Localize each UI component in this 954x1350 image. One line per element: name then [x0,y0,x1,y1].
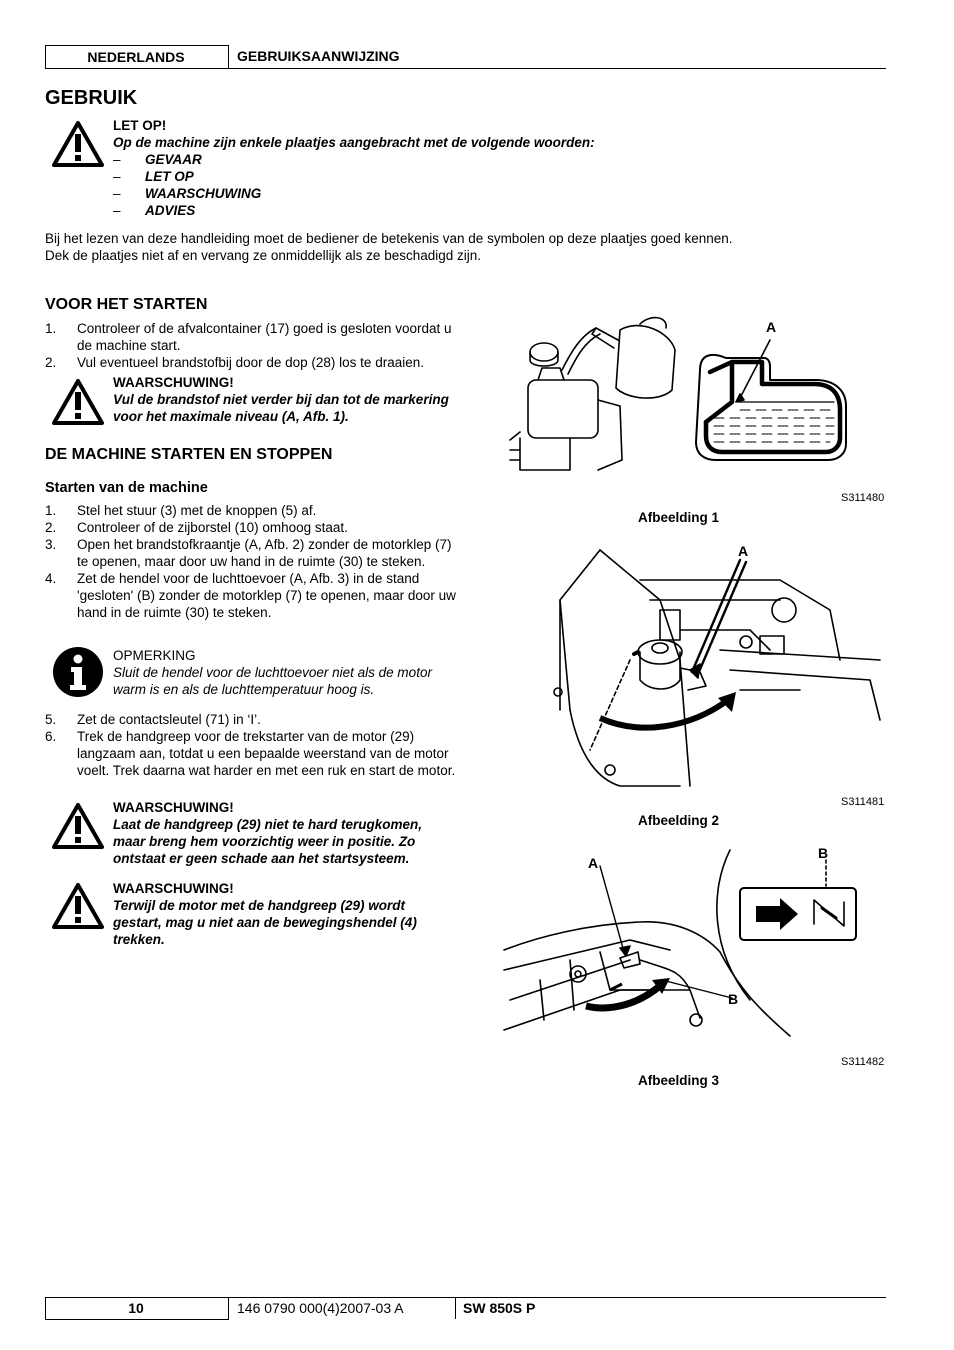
figure-label: A [738,543,749,559]
figure-caption: Afbeelding 2 [638,813,720,828]
warning-block [113,880,453,948]
footer-doc-number: 146 0790 000(4)2007-03 A [237,1300,404,1316]
page-number: 10 [128,1300,144,1316]
figure-caption: Afbeelding 1 [638,510,720,525]
note-text: Sluit de hendel voor de luchttoevoer niet als de motor warm is en als de luchttemperatuur hoog is. [113,665,432,697]
list-item: 6. Trek de handgreep voor de trekstarter van de motor (29) langzaam aan, totdat u een bepaalde weerstand van de motor voelt. Trek daarna wat harder en met een ruk en start de motor. [45,729,456,778]
caution-label: LET OP! [113,118,167,133]
list-item: 1. Stel het stuur (3) met de knoppen (5) af. [45,503,317,518]
warning-triangle-icon [51,802,105,850]
warning-text: Terwijl de motor met de handgreep (29) wordt gestart, mag u niet aan de bewegingshendel (4) trekken. [113,898,417,947]
figure-2-illustration [540,540,886,790]
section-heading-start-stop: DE MACHINE STARTEN EN STOPPEN [45,446,333,463]
caution-block [113,117,813,219]
figure-label: A [766,319,777,335]
list-item: – WAARSCHUWING [113,186,262,201]
caution-text: Op de machine zijn enkele plaatjes aangebracht met de volgende woorden: [113,135,595,150]
warning-text: Vul de brandstof niet verder bij dan tot de markering voor het maximale niveau (A, Afb. 1). [113,392,449,424]
page-title: GEBRUIK [45,87,138,109]
warning-block [113,374,453,425]
figure-code: S311482 [841,1056,885,1068]
steps-starting-a [45,502,465,621]
figure-code: S311481 [841,796,885,808]
list-item: 3. Open het brandstofkraantje (A, Afb. 2) zonder de motorklep (7) te openen, maar door uw hand in de ruimte (30) te steken. [45,537,452,569]
warning-triangle-icon [51,378,105,426]
steps-before-start [45,320,465,371]
list-item: 5. Zet de contactsleutel (71) in ‘I’. [45,712,261,727]
figure-label: A [588,855,599,871]
footer-model: SW 850S P [463,1300,536,1316]
figure-1-illustration [500,310,886,490]
header-language: NEDERLANDS [87,49,185,65]
caution-list [113,151,813,219]
section-heading-before-start: VOOR HET STARTEN [45,296,208,313]
list-item: 2. Vul eventueel brandstofbij door de dop (28) los te draaien. [45,355,424,370]
warning-block [113,799,453,867]
subheading-starting: Starten van de machine [45,480,208,496]
figure-code: S311480 [841,492,885,504]
figure-label: B [728,991,739,1007]
page-footer [45,1297,886,1321]
figure-3-illustration [500,840,886,1040]
list-item: – ADVIES [113,203,196,218]
header-rule [227,68,886,69]
warning-triangle-icon [51,882,105,930]
figure-caption: Afbeelding 3 [638,1073,720,1088]
intro-line: Bij het lezen van deze handleiding moet de bediener de betekenis van de symbolen op deze plaatjes goed kennen. [45,231,733,246]
steps-starting-b [45,711,465,779]
warning-label: WAARSCHUWING! [113,800,234,815]
warning-label: WAARSCHUWING! [113,375,234,390]
list-item: 1. Controleer of de afvalcontainer (17) goed is gesloten voordat u de machine start. [45,321,452,353]
footer-divider [455,1297,456,1319]
note-label: OPMERKING [113,648,196,663]
warning-triangle-icon [51,120,105,168]
list-item: – LET OP [113,169,194,184]
page-header [45,45,886,69]
header-doc-type: GEBRUIKSAANWIJZING [237,48,400,64]
list-item: – GEVAAR [113,152,202,167]
figure-label: B [818,845,829,861]
note-block [113,647,463,698]
warning-text: Laat de handgreep (29) niet te hard terugkomen, maar breng hem voorzichtig weer in positie. Zo ontstaat er geen schade aan het startsysteem. [113,817,423,866]
warning-label: WAARSCHUWING! [113,881,234,896]
intro-line: Dek de plaatjes niet af en vervang ze onmiddellijk als ze beschadigd zijn. [45,248,482,263]
list-item: 2. Controleer of de zijborstel (10) omhoog staat. [45,520,348,535]
list-item: 4. Zet de hendel voor de luchttoevoer (A, Afb. 3) in de stand 'gesloten' (B) zonder de motorklep (7) te openen, maar door uw hand in de ruimte (30) te steken. [45,571,456,620]
intro-text [45,230,886,264]
info-icon [52,646,104,698]
